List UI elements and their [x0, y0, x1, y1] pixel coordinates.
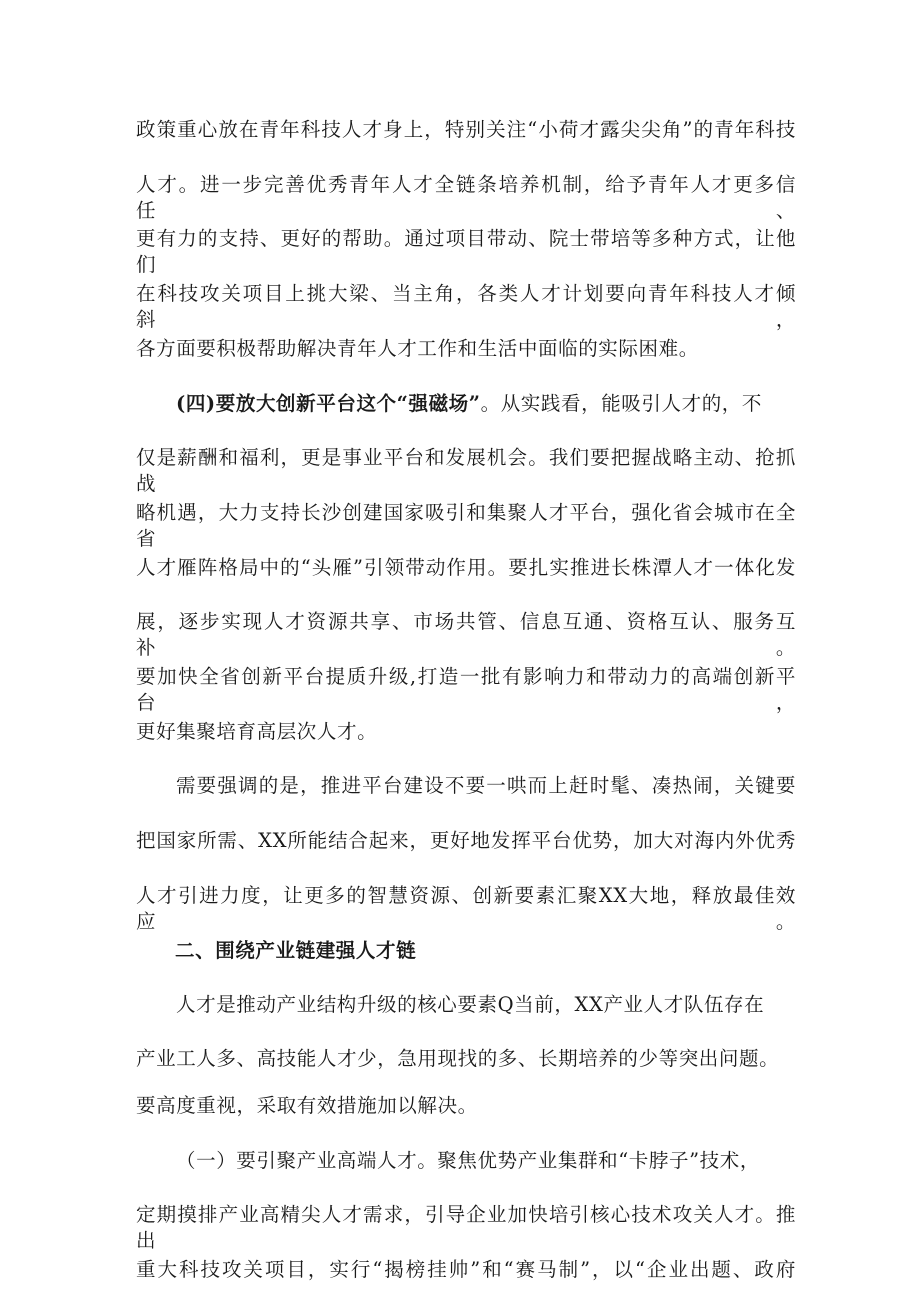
paragraph-first-line [176, 391, 762, 417]
paragraph-text: 。从实践看，能吸引人才的，不 [480, 392, 762, 415]
paragraph-line: 人才是推动产业结构升级的核心要素Q当前，XX产业人才队伍存在 [176, 993, 765, 1016]
paragraph-line: 人才。进一步完善优秀青年人才全链条培养机制，给予青年人才更多信任、 [136, 173, 796, 222]
paragraph-line: 在科技攻关项目上挑大梁、当主角，各类人才计划要向青年科技人才倾斜， [136, 282, 796, 331]
paragraph-line: 展，逐步实现人才资源共享、市场共管、信息互通、资格互认、服务互补。 [136, 610, 796, 659]
paragraph-line: 人才引进力度，让更多的智慧资源、创新要素汇聚XX大地，释放最佳效应。 [136, 884, 796, 933]
paragraph-line: 把国家所需、XX所能结合起来，更好地发挥平台优势，加大对海内外优秀 [136, 829, 796, 852]
paragraph-line: 要加快全省创新平台提质升级,打造一批有影响力和带动力的高端创新平台， [136, 665, 796, 714]
section-heading: 二、围绕产业链建强人才链 [175, 939, 417, 962]
paragraph-line: 略机遇，大力支持长沙创建国家吸引和集聚人才平台，强化省会城市在全省 [136, 501, 796, 550]
paragraph-line: 人才雁阵格局中的“头雁”引领带动作用。要扎实推进长株潭人才一体化发 [136, 556, 796, 579]
paragraph-line: 定期摸排产业高精尖人才需求，引导企业加快培引核心技术攻关人才。推出 [136, 1203, 796, 1252]
paragraph-line: 更好集聚培育高层次人才。 [136, 720, 378, 743]
paragraph-line: 更有力的支持、更好的帮助。通过项目带动、院士带培等多种方式，让他们 [136, 227, 796, 276]
paragraph-line: 要高度重视，采取有效措施加以解决。 [136, 1094, 478, 1117]
paragraph-line: 各方面要积极帮助解决青年人才工作和生活中面临的实际困难。 [136, 337, 699, 360]
paragraph-line: 产业工人多、高技能人才少，急用现找的多、长期培养的少等突出问题。 [136, 1047, 780, 1070]
paragraph-line: 政策重心放在青年科技人才身上，特别关注“小荷才露尖尖角”的青年科技 [136, 118, 796, 141]
paragraph-line: （一）要引聚产业高端人才。聚焦优势产业集群和“卡脖子”技术， [176, 1149, 760, 1172]
paragraph-line: 重大科技攻关项目，实行“揭榜挂帅”和“赛马制”，以“企业出题、政府 [136, 1258, 796, 1281]
subheading-four: (四)要放大创新平台这个“强磁场” [176, 392, 481, 415]
paragraph-line: 仅是薪酬和福利，更是事业平台和发展机会。我们要把握战略主动、抢抓战 [136, 446, 796, 495]
paragraph-line: 需要强调的是，推进平台建设不要一哄而上赶时髦、凑热闹，关键要 [176, 774, 796, 797]
